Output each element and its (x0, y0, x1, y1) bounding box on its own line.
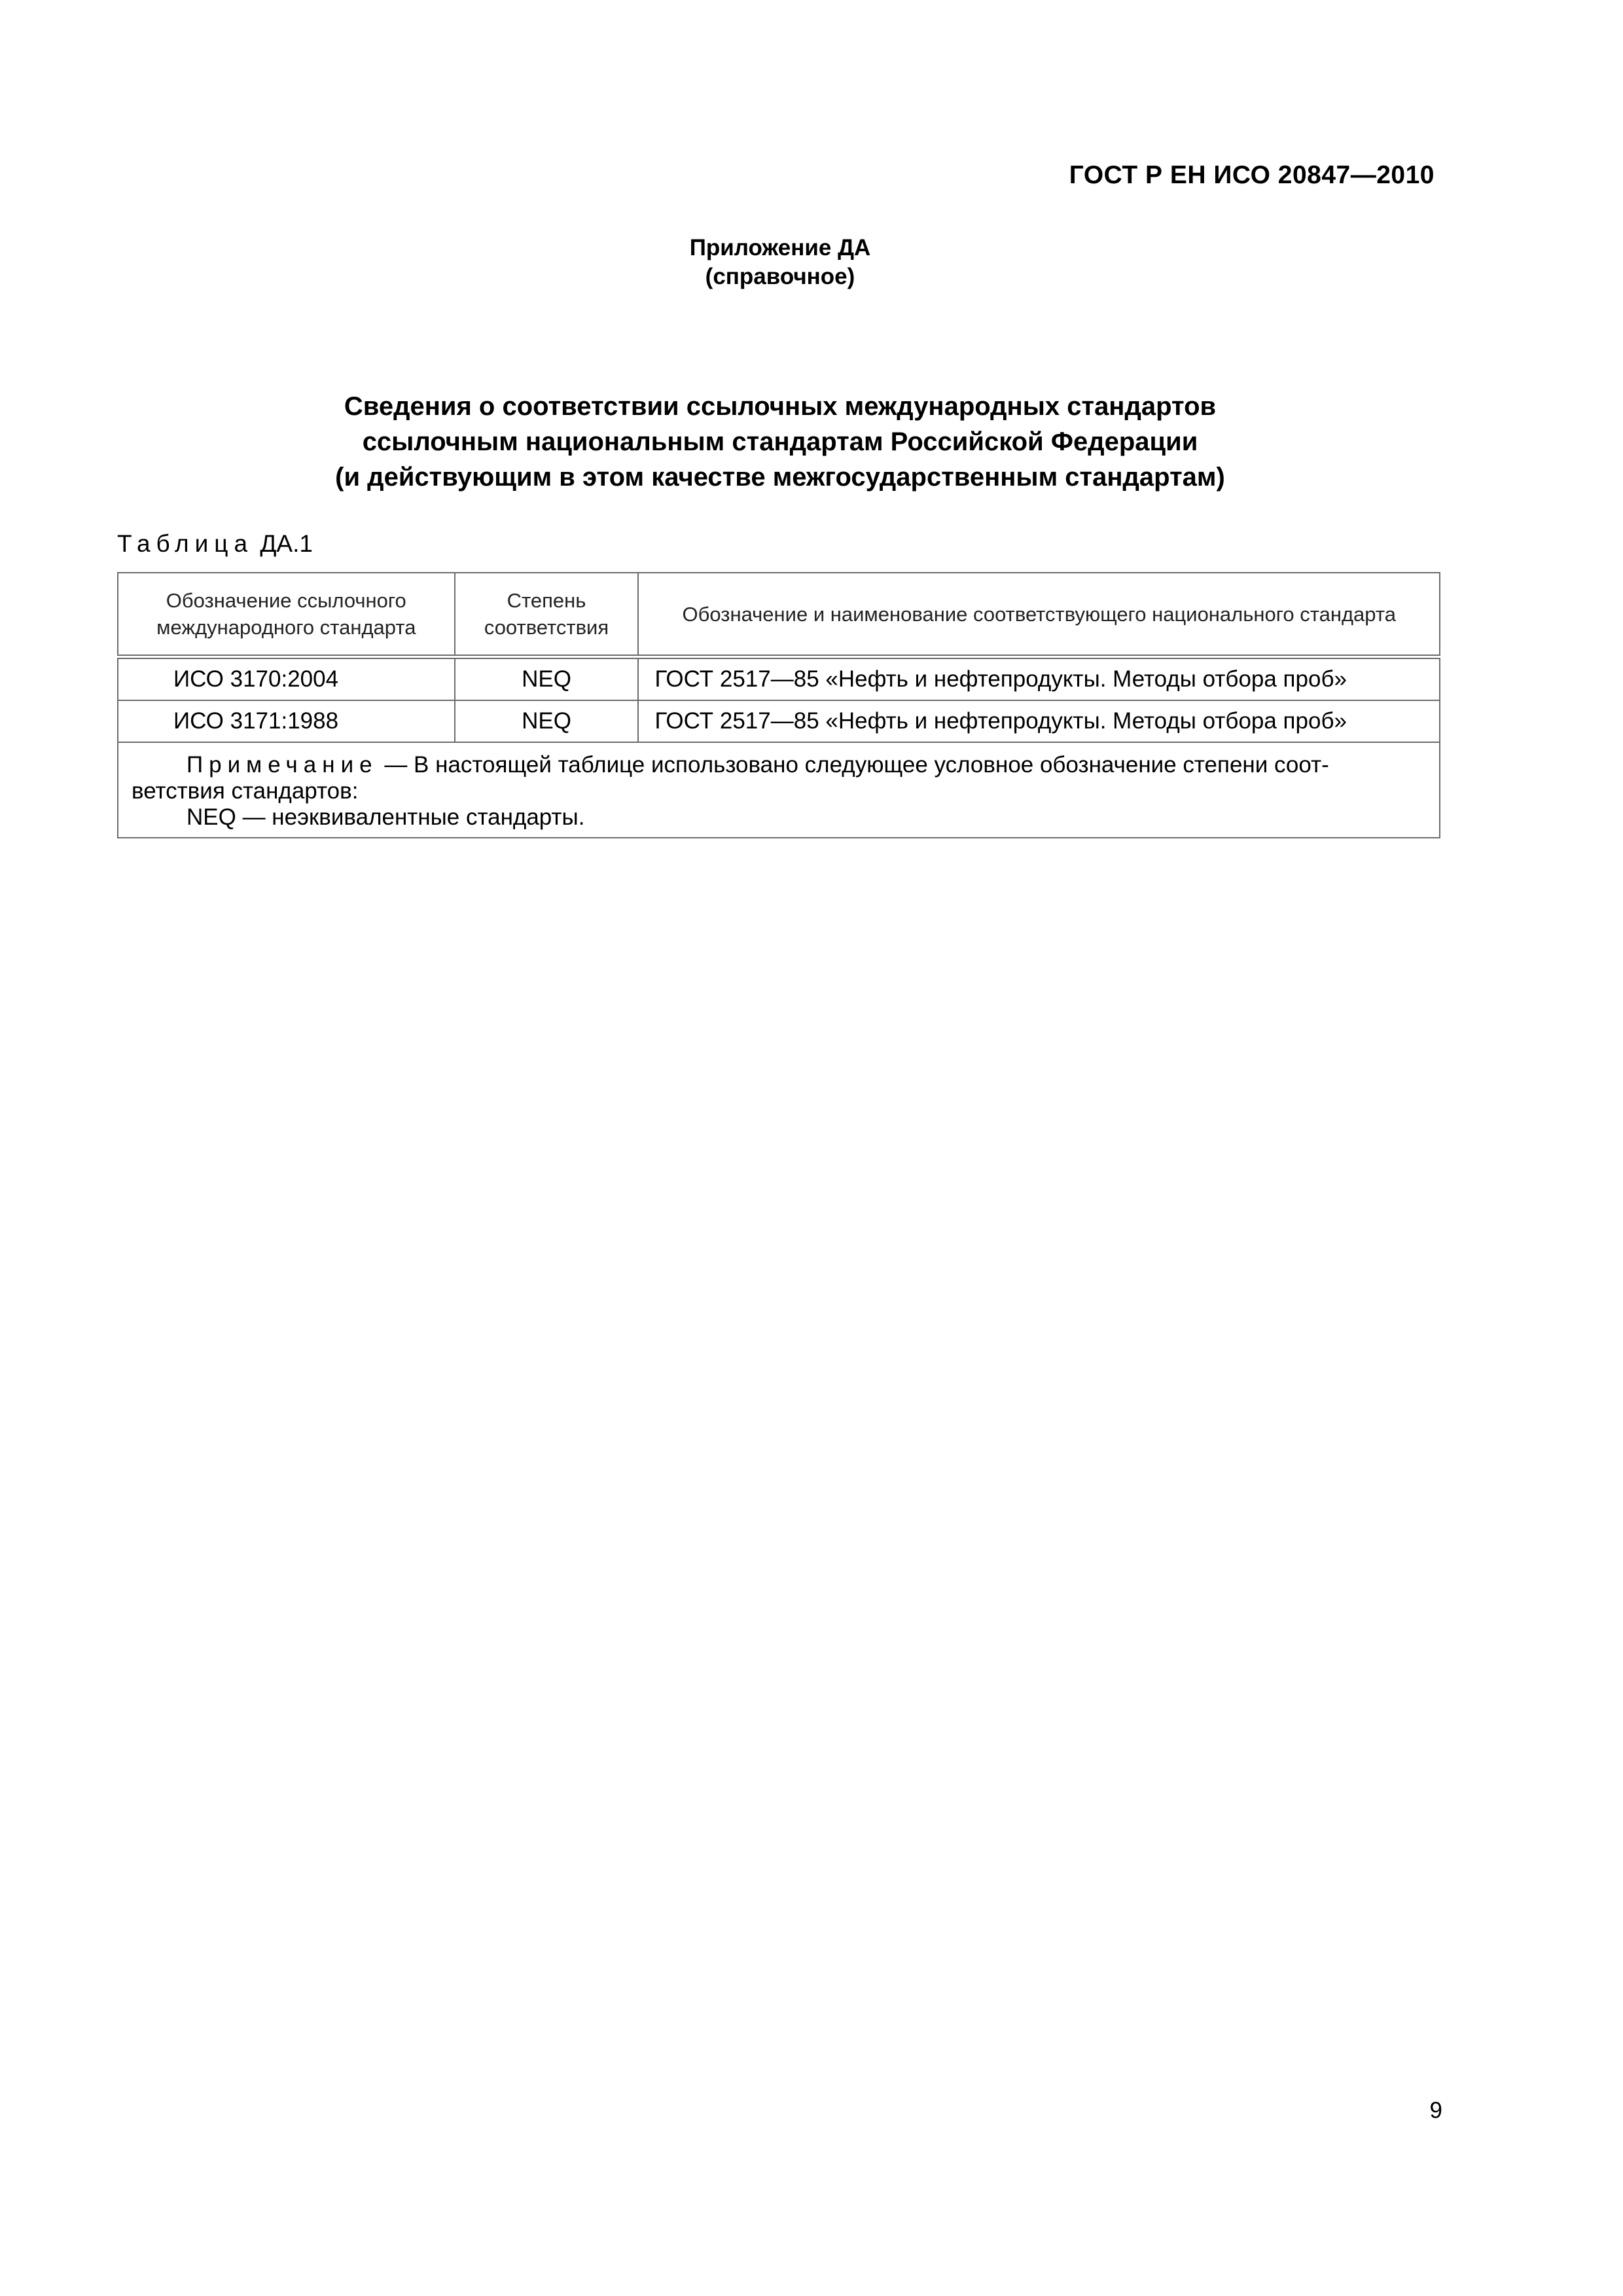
section-title (0, 389, 1560, 495)
note-label: Примечание (187, 752, 378, 778)
cell-degree: NEQ (455, 700, 639, 742)
document-code: ГОСТ Р ЕН ИСО 20847—2010 (1069, 161, 1435, 189)
section-title-line-3: (и действующим в этом качестве межгосударственным стандартам) (335, 463, 1225, 492)
table-caption-number: ДА.1 (260, 530, 313, 557)
header-degree-line-2: соответствия (484, 616, 609, 639)
table-row (118, 657, 1440, 701)
cell-designation: ИСО 3170:2004 (118, 657, 455, 701)
header-international-standard-line-1: Обозначение ссылочного (166, 589, 406, 612)
table-note (118, 742, 1440, 838)
header-degree-of-correspondence (455, 573, 639, 657)
page-number: 9 (1429, 2098, 1442, 2123)
header-degree-line-1: Степень (507, 589, 586, 612)
cell-national-standard: ГОСТ 2517—85 «Нефть и нефтепродукты. Методы отбора проб» (638, 657, 1440, 701)
note-line-1 (132, 752, 1426, 778)
table-row (118, 700, 1440, 742)
section-title-line-1: Сведения о соответствии ссылочных международных стандартов (344, 392, 1217, 421)
table-caption (117, 530, 313, 558)
appendix-subtitle: (справочное) (705, 264, 855, 289)
header-international-standard (118, 573, 455, 657)
table-caption-word: Таблица (117, 530, 254, 557)
correspondence-table (117, 572, 1440, 838)
cell-degree: NEQ (455, 657, 639, 701)
note-text-1: — В настоящей таблице использовано следующее условное обозначение степени соот- (378, 752, 1329, 778)
table-note-row (118, 742, 1440, 838)
header-international-standard-line-2: международного стандарта (156, 616, 416, 639)
header-national-standard: Обозначение и наименование соответствующего национального стандарта (638, 573, 1440, 657)
note-line-3: NEQ — неэквивалентные стандарты. (187, 804, 585, 830)
cell-designation: ИСО 3171:1988 (118, 700, 455, 742)
section-title-line-2: ссылочным национальным стандартам Российской Федерации (362, 427, 1198, 456)
appendix-title: Приложение ДА (689, 235, 871, 260)
table-header-row (118, 573, 1440, 657)
appendix-heading (0, 234, 1560, 291)
note-line-2: ветствия стандартов: (132, 778, 359, 804)
cell-national-standard: ГОСТ 2517—85 «Нефть и нефтепродукты. Методы отбора проб» (638, 700, 1440, 742)
